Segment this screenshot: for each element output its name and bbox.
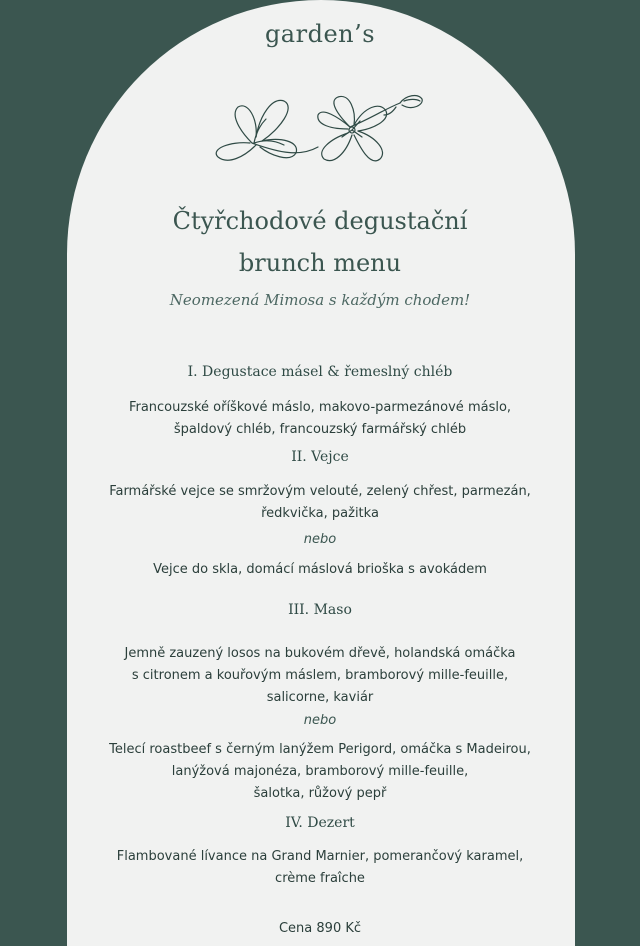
menu-title [0, 200, 640, 284]
menu-title-line-2: brunch menu [238, 249, 402, 277]
item-line: Francouzské oříškové máslo, makovo-parmezánové máslo, [128, 400, 512, 415]
flower-branch-icon [200, 85, 440, 195]
brand-logo: garden’s [264, 20, 376, 48]
item-line: šalotka, růžový pepř [253, 786, 387, 801]
course-2-item-2 [0, 559, 640, 581]
course-4-item-1 [0, 846, 640, 890]
separator-or-1: nebo [303, 532, 337, 547]
item-line: Telecí roastbeef s černým lanýžem Perigord, omáčka s Madeirou, [109, 742, 531, 757]
item-line: crème fraîche [275, 871, 365, 886]
item-line: Farmářské vejce se smržovým velouté, zelený chřest, parmezán, [109, 484, 531, 499]
item-line: Jemně zauzený losos na bukovém dřevě, holandská omáčka [124, 646, 516, 661]
course-1-item-1 [0, 397, 640, 441]
item-line: špaldový chléb, francouzský farmářský chléb [173, 422, 467, 437]
course-heading-4: IV. Dezert [285, 815, 355, 831]
course-heading-1: I. Degustace másel & řemeslný chléb [187, 364, 453, 380]
course-3-item-2 [0, 739, 640, 805]
menu-title-line-1: Čtyřchodové degustační [172, 207, 468, 235]
item-line: Vejce do skla, domácí máslová brioška s avokádem [153, 562, 487, 577]
menu-price: Cena 890 Kč [278, 921, 362, 936]
item-line: salicorne, kaviár [266, 690, 374, 705]
menu-subtitle: Neomezená Mimosa s každým chodem! [169, 291, 471, 309]
item-line: s citronem a kouřovým máslem, bramborový mille-feuille, [131, 668, 509, 683]
course-2-item-1 [0, 481, 640, 525]
item-line: ředkvička, pažitka [261, 506, 379, 521]
separator-or-2: nebo [303, 713, 337, 728]
course-3-item-1 [0, 643, 640, 709]
course-heading-2: II. Vejce [291, 449, 349, 465]
item-line: Flambované lívance na Grand Marnier, pomerančový karamel, [116, 849, 524, 864]
item-line: lanýžová majonéza, bramborový mille-feuille, [171, 764, 469, 779]
course-heading-3: III. Maso [288, 602, 352, 618]
